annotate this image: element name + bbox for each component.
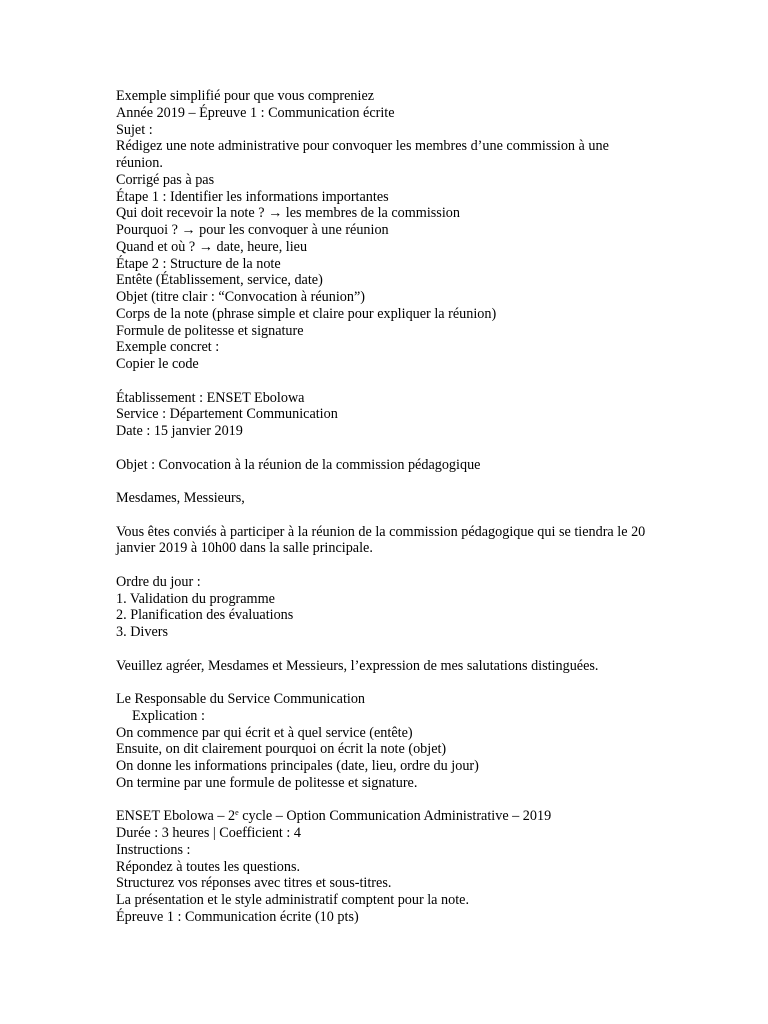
exam-header-prefix: ENSET Ebolowa – 2 [116,808,236,825]
sujet-text: Rédigez une note administrative pour convoquer les membres d’une commission à une réunion. [116,138,609,171]
exam-duree: Durée : 3 heures | Coefficient : 4 [116,825,301,841]
explication-line: Ensuite, on dit clairement pourquoi on écrit la note (objet) [116,741,447,758]
question-quand: Quand et où ? → date, heure, lieu [116,238,308,255]
document-page [116,88,656,926]
note-date: Date : 15 janvier 2019 [116,423,243,439]
note-body: Vous êtes conviés à participer à la réunion de la commission pédagogique qui se tiendra le 20 janvier 2019 à 10h00 dans la salle principale. [116,523,646,557]
etape-2-heading: Étape 2 : Structure de la note [116,255,281,272]
intro-line-2: Année 2019 – Épreuve 1 : Communication écrite [116,104,395,121]
intro-line-1: Exemple simplifié pour que vous compreniez [116,88,375,104]
instruction-item: Structurez vos réponses avec titres et sous-titres. [116,875,392,892]
spacer [116,792,656,809]
copy-code-link[interactable]: Copier le code [116,356,199,372]
spacer [116,440,656,457]
spacer [116,557,656,574]
note-salutation: Mesdames, Messieurs, [116,490,245,506]
structure-formule: Formule de politesse et signature [116,322,304,339]
ordre-du-jour-title: Ordre du jour : [116,573,201,590]
epreuve-title: Épreuve 1 : Communication écrite (10 pts) [116,908,359,925]
structure-corps: Corps de la note (phrase simple et claire pour expliquer la réunion) [116,305,497,322]
spacer [116,674,656,691]
spacer [116,641,656,658]
explication-line: On termine par une formule de politesse et signature. [116,774,418,791]
instructions-title: Instructions : [116,841,191,858]
explication-title: Explication : [132,707,205,724]
structure-objet: Objet (titre clair : “Convocation à réunion”) [116,289,365,305]
note-signature: Le Responsable du Service Communication [116,691,366,707]
spacer [116,473,656,490]
exam-header [116,808,656,825]
corrige-title: Corrigé pas à pas [116,171,215,188]
etape-1-heading: Étape 1 : Identifier les informations importantes [116,188,389,205]
exam-header-suffix: cycle – Option Communication Administrative – 2019 [238,808,552,825]
instruction-item: La présentation et le style administratif comptent pour la note. [116,892,470,908]
note-objet: Objet : Convocation à la réunion de la commission pédagogique [116,456,481,473]
exemple-label: Exemple concret : [116,339,220,356]
spacer [116,507,656,524]
note-etablissement: Établissement : ENSET Ebolowa [116,389,305,406]
ordre-item: 1. Validation du programme [116,590,275,607]
ordre-item: 2. Planification des évaluations [116,607,294,624]
exam-header-sup: e [235,808,239,818]
ordre-item: 3. Divers [116,624,169,640]
explication-line: On commence par qui écrit et à quel service (entête) [116,724,413,741]
sujet-label: Sujet : [116,121,153,138]
explication-line: On donne les informations principales (date, lieu, ordre du jour) [116,758,479,774]
question-qui: Qui doit recevoir la note ? → les membres de la commission [116,205,460,222]
spacer [116,373,656,390]
instruction-item: Répondez à toutes les questions. [116,858,301,875]
question-pourquoi: Pourquoi ? → pour les convoquer à une réunion [116,222,389,238]
note-politesse: Veuillez agréer, Mesdames et Messieurs, l’expression de mes salutations distinguées. [116,657,599,674]
note-service: Service : Département Communication [116,406,338,423]
structure-entete: Entête (Établissement, service, date) [116,272,323,289]
